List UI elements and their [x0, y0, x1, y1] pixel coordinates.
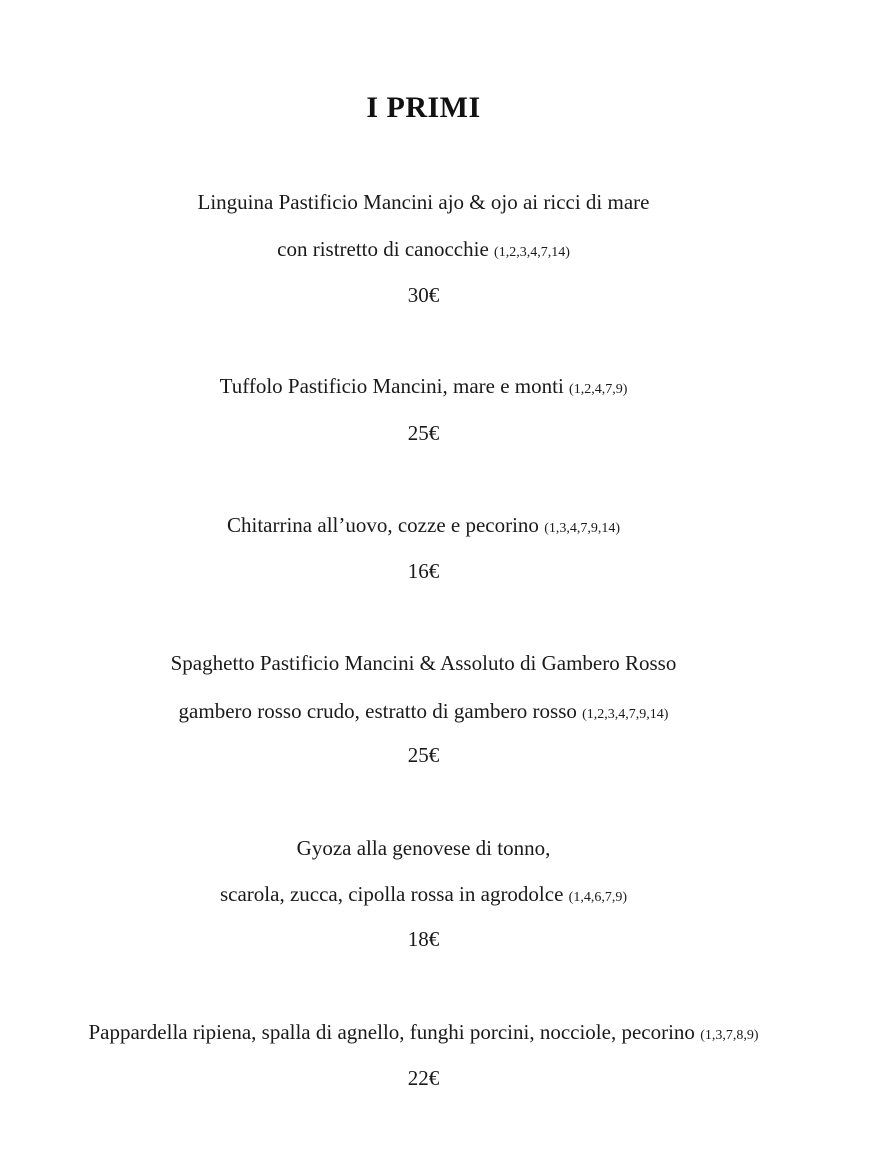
dish-name-text: Gyoza alla genovese di tonno,: [296, 836, 551, 860]
dish-name-text: Spaghetto Pastificio Mancini & Assoluto di Gambero Rosso: [170, 651, 677, 675]
dish-name-text: Chitarrina all’uovo, cozze e pecorino: [226, 513, 539, 537]
dish-description-text: gambero rosso crudo, estratto di gambero rosso: [178, 699, 577, 723]
allergen-codes: (1,2,3,4,7,9,14): [582, 707, 669, 722]
dish-name: [0, 511, 859, 543]
dish-name-text: Pappardella ripiena, spalla di agnello, funghi porcini, nocciole, pecorino: [88, 1020, 695, 1044]
allergen-codes: (1,3,4,7,9,14): [544, 521, 621, 536]
dish-description: [0, 880, 859, 912]
dish-description: [0, 697, 859, 729]
dish-name: [0, 1018, 859, 1050]
dish-price: 25€: [407, 743, 440, 767]
dish-price: 18€: [407, 927, 440, 951]
dish-name: [0, 649, 859, 677]
allergen-codes: (1,2,3,4,7,14): [494, 245, 570, 260]
allergen-codes: (1,2,4,7,9): [569, 382, 628, 397]
dish-description: [0, 235, 859, 267]
dish-name: [0, 372, 859, 404]
allergen-codes: (1,3,7,8,9): [700, 1028, 759, 1043]
dish-price: 25€: [407, 421, 440, 445]
dish-description-text: scarola, zucca, cipolla rossa in agrodolce: [219, 882, 564, 906]
dish-price: 16€: [407, 559, 440, 583]
dish-price: 22€: [407, 1066, 440, 1090]
dish-price: 30€: [407, 283, 440, 307]
dish-description-text: con ristretto di canocchie: [277, 237, 489, 261]
dish-name: [0, 834, 859, 862]
dish-name-text: Linguina Pastificio Mancini ajo & ojo ai ricci di mare: [197, 190, 650, 214]
dish-name: [0, 188, 859, 216]
page-title: I PRIMI: [366, 91, 481, 124]
allergen-codes: (1,4,6,7,9): [568, 890, 627, 905]
dish-name-text: Tuffolo Pastificio Mancini, mare e monti: [219, 374, 564, 398]
